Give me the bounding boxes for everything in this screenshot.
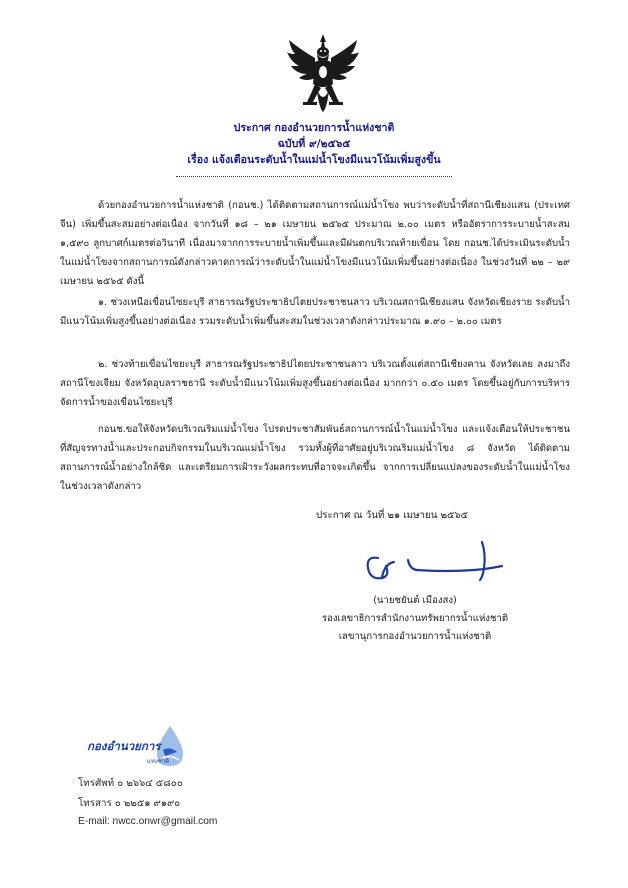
- paragraph-request: กอนช.ขอให้จังหวัดบริเวณริมแม่น้ำโขง โปรดประชาสัมพันธ์สถานการณ์น้ำในแม่น้ำโขง และแจ้งเตือนให้ประชาชนที่สัญจรทางน้ำและประกอบกิจกรรมในบริเวณแม่น้ำโขง รวมทั้งผู้ที่อาศัยอยู่บริเวณริมแม่น้ำโขง ๘ จังหวัด ได้ติดตามสถานการณ์น้ำอย่างใกล้ชิด และเตรียมการเฝ้าระวังผลกระทบที่อาจจะเกิดขึ้น จากการเปลี่ยนแปลงของระดับน้ำในแม่น้ำโขงในช่วงเวลาดังกล่าว: [60, 424, 570, 492]
- logo-text: กองอำนวยการ: [87, 739, 161, 753]
- agency-logo: [87, 724, 197, 772]
- contact-phone: โทรศัพท์ ๐ ๒๖๖๔ ๕๘๐๐: [78, 778, 183, 789]
- paragraph-item-1: ๑. ช่วงเหนือเขื่อนไซยะบุรี สาธารณรัฐประชาธิปไตยประชาชนลาว บริเวณสถานีเชียงแสน จังหวัดเชียงราย ระดับน้ำมีแนวโน้มเพิ่มสูงขึ้นอย่างต่อเนื่อง รวมระดับน้ำเพิ่มขึ้นสะสมในช่วงเวลาดังกล่าวประมาณ ๑.๙๐ – ๒.๐๐ เมตร: [60, 297, 570, 327]
- paragraph-intro: ด้วยกองอำนวยการน้ำแห่งชาติ (กอนช.) ได้ติดตามสถานการณ์แม่น้ำโขง พบว่าระดับน้ำที่สถานีเชียงแสน (ประเทศจีน) เพิ่มขึ้นสะสมอย่างต่อเนื่อง จากวันที่ ๑๘ – ๒๑ เมษายน ๒๕๖๕ ประมาณ ๒.๐๐ เมตร หรืออัตราการระบายน้ำสะสม ๑,๕๙๐ ลูกบาศก์เมตรต่อวินาที เนื่องมาจากการระบายน้ำเพิ่มขึ้นและมีฝนตกบริเวณท้ายเขื่อน โดย กอนช.ได้ประเมินระดับน้ำในแม่น้ำโขงจากสถานการณ์ดังกล่าวคาดการณ์ว่าระดับน้ำในแม่น้ำโขงมีแนวโน้มเพิ่มขึ้นอย่างต่อเนื่อง ในช่วงวันที่ ๒๒ – ๒๙ เมษายน ๒๕๖๕ ดังนี้: [60, 200, 570, 287]
- paragraph-item-2: ๒. ช่วงท้ายเขื่อนไซยะบุรี สาธารณรัฐประชาธิปไตยประชาชนลาว บริเวณตั้งแต่สถานีเชียงคาน จังหวัดเลย ลงมาถึงสถานีโขงเจียม จังหวัดอุบลราชธานี ระดับน้ำมีแนวโน้มเพิ่มสูงขึ้นอย่างต่อเนื่อง มากกว่า ๐.๕๐ เมตร โดยขึ้นอยู่กับการบริหารจัดการน้ำของเขื่อนไซยะบุรี: [60, 359, 570, 408]
- contact-fax: โทรสาร ๐ ๒๒๕๑ ๙๑๙๐: [78, 798, 181, 809]
- signature: [356, 536, 516, 594]
- announcement-number: ฉบับที่ ๙/๒๕๖๕: [277, 138, 351, 150]
- announcement-issuer: ประกาศ กองอำนวยการน้ำแห่งชาติ: [233, 122, 395, 134]
- contact-email[interactable]: E-mail: nwcc.onwr@gmail.com: [78, 816, 218, 827]
- garuda-emblem-icon: [285, 32, 361, 114]
- signer-position: รองเลขาธิการสำนักงานทรัพยากรน้ำแห่งชาติ: [321, 613, 509, 624]
- divider: [176, 176, 452, 177]
- announcement-date: ประกาศ ณ วันที่ ๒๑ เมษายน ๒๕๖๕: [316, 510, 469, 521]
- signer-name: (นายชยันต์ เมืองสง): [373, 595, 457, 606]
- signer-role: เลขานุการกองอำนวยการน้ำแห่งชาติ: [338, 631, 492, 642]
- logo-subtext: แห่งชาติ: [147, 758, 170, 765]
- announcement-subject: เรื่อง แจ้งเตือนระดับน้ำในแม่น้ำโขงมีแนวโน้มเพิ่มสูงขึ้น: [187, 154, 441, 166]
